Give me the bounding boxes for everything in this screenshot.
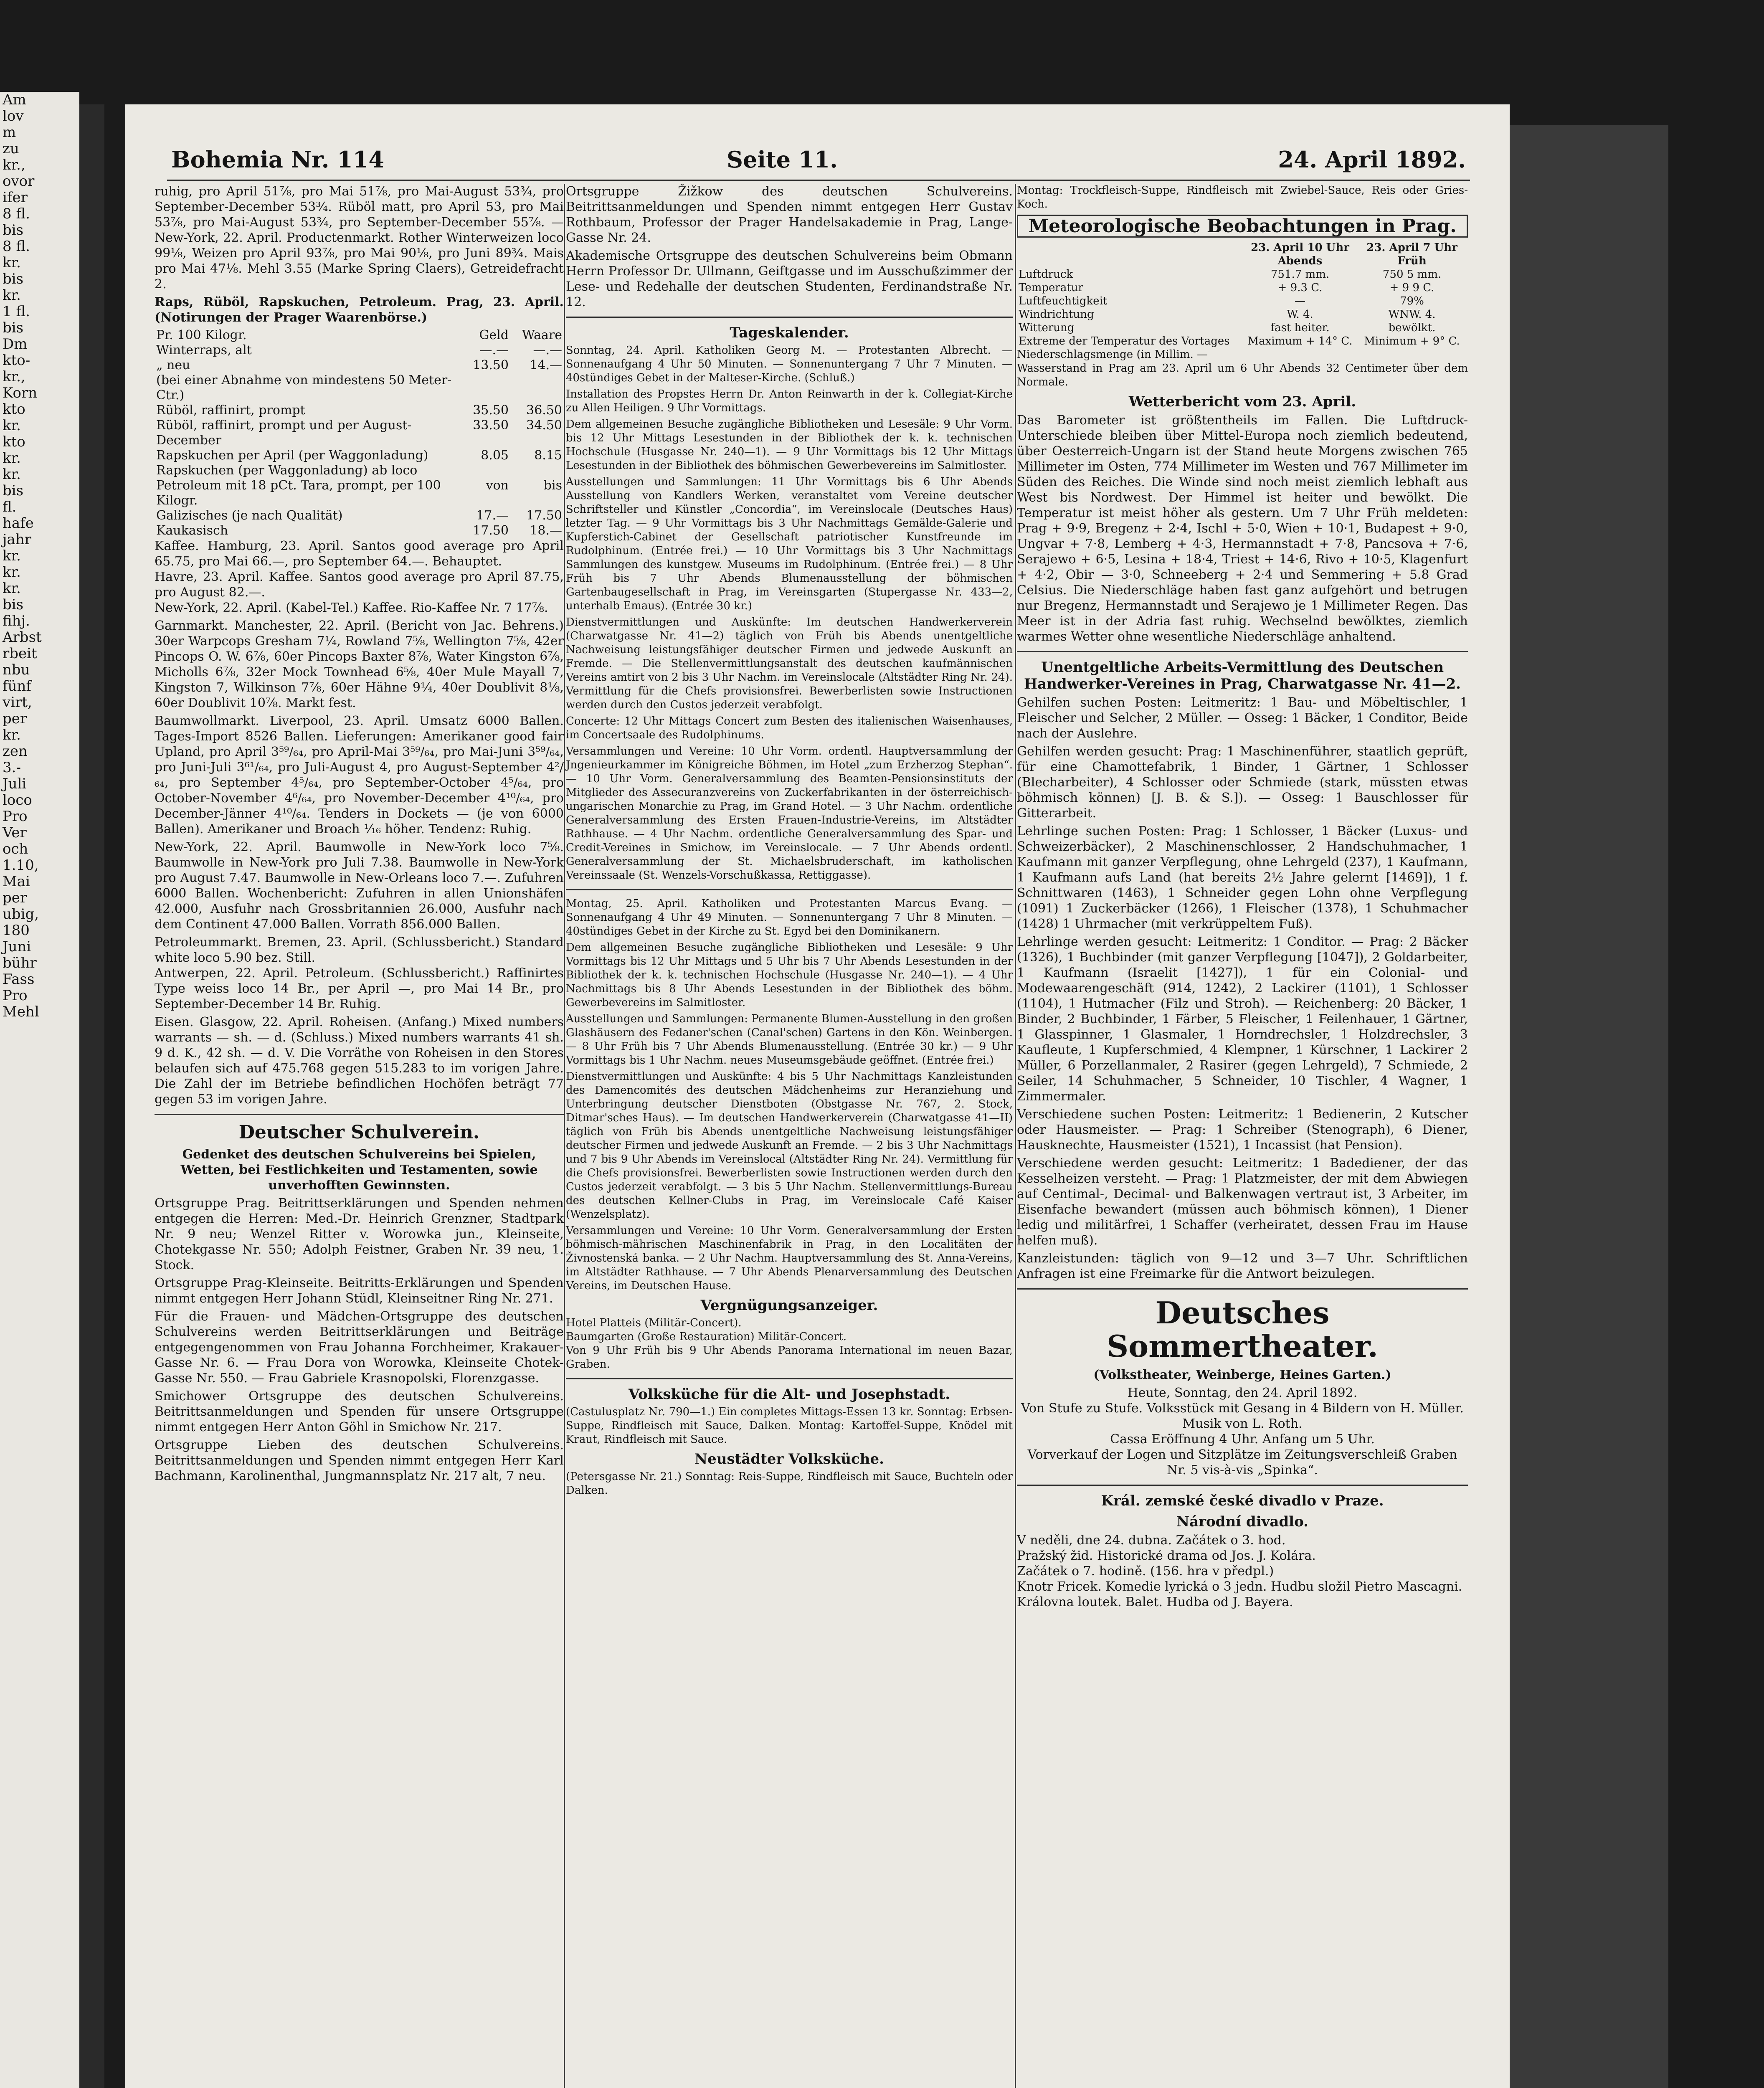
price-geld	[457, 463, 510, 478]
adjacent-page-fragment: kr.	[3, 580, 21, 597]
adjacent-page-fragment: ifer	[3, 189, 28, 206]
meteorology-notes: Niederschlagsmenge (in Millim. — Wasserstand in Prag am 23. April um 6 Uhr Abends 32 Centimeter über dem Normale.	[1017, 348, 1468, 388]
met-col-evening: 23. April 10 Uhr Abends	[1251, 241, 1349, 267]
adjacent-page-fragment: zen	[3, 743, 28, 760]
theater-program: Heute, Sonntag, den 24. April 1892. Von Stufe zu Stufe. Volksstück mit Gesang in 4 Bildern von H. Müller. Musik von L. Roth. Cassa Eröffnung 4 Uhr. Anfang um 5 Uhr. Vorverkauf der Logen und Sitzplätze im Zeitungsverschleiß Graben Nr. 5 vis-à-vis „Spinka“.	[1021, 1386, 1464, 1477]
adjacent-page-fragment: och	[3, 841, 28, 857]
meteorology-title: Meteorologische Beobachtungen in Prag.	[1017, 215, 1468, 238]
adjacent-page-fragment: Mehl	[3, 1003, 39, 1020]
adjacent-page-fragment: kr.	[3, 466, 21, 483]
adjacent-page-fragment: kr.,	[3, 157, 25, 173]
met-label: Luftdruck	[1019, 268, 1073, 281]
met-a: W. 4.	[1287, 308, 1313, 321]
adjacent-page-fragment: virt,	[3, 694, 32, 711]
price-row	[155, 463, 564, 478]
met-b: Minimum + 9° C.	[1364, 335, 1460, 347]
price-waare	[510, 373, 564, 403]
adjacent-page-fragment: Pro	[3, 808, 28, 825]
adjacent-page-fragment: kr.,	[3, 368, 25, 385]
czech-theater-program: V neděli, dne 24. dubna. Začátek o 3. hod. Pražský žid. Historické drama od Jos. J. Kolára. Začátek o 7. hodině. (156. hra v předpl.) Knotr Fricek. Komedie lyrická o 3 jedn. Hudbu složil Pietro Mascagni. Královna loutek. Balet. Hudba od J. Bayera.	[1017, 1533, 1462, 1609]
neustadt-kueche-title: Neustädter Volksküche.	[694, 1451, 884, 1467]
price-waare: —.—	[533, 343, 562, 357]
adjacent-page-fragment: bis	[3, 222, 24, 238]
theater-title: Deutsches Sommertheater.	[1107, 1295, 1378, 1364]
price-label: Petroleum mit 18 pCt. Tara, prompt, per 100 Kilogr.	[156, 478, 441, 508]
ortsgruppe-notices	[566, 184, 1013, 310]
adjacent-page-fragment: bühr	[3, 955, 37, 971]
column-rule-1	[564, 184, 565, 2088]
theater-subtitle: (Volkstheater, Weinberge, Heines Garten.)	[1093, 1368, 1391, 1382]
column-rule-2	[1015, 184, 1016, 2088]
section-rule	[1017, 1288, 1468, 1290]
schulverein-notice: Smichower Ortsgruppe des deutschen Schulvereins. Beitrittsanmeldungen und Spenden für unsere Ortsgruppe nimmt entgegen Herr Anton Göhl in Smichow Nr. 217.	[155, 1389, 564, 1434]
price-unit: Pr. 100 Kilogr.	[156, 328, 247, 342]
adjacent-page-fragment: Mai	[3, 873, 30, 890]
adjacent-page-fragment: 8 fl.	[3, 205, 30, 222]
adjacent-page-fragment: bis	[3, 271, 24, 287]
arbeit-title: Unentgeltliche Arbeits-Vermittlung des Deutschen Handwerker-Vereines in Prag, Charwatgasse Nr. 41—2.	[1024, 659, 1461, 692]
price-row	[155, 448, 564, 463]
adjacent-page-fragment: Ver	[3, 824, 27, 841]
volkskueche-menu: (Castulusplatz Nr. 790—1.) Ein completes Mittags-Essen 13 kr. Sonntag: Erbsen-Suppe, Rindfleisch mit Sauce, Dalken. Montag: Kartoffel-Suppe, Knödel mit Kraut, Rindfleisch mit Sauce.	[566, 1406, 1013, 1446]
adjacent-page-fragment: hafe	[3, 515, 34, 532]
price-row	[155, 418, 564, 448]
price-geld: 13.50	[473, 358, 509, 372]
adjacent-page-fragment: nbu	[3, 661, 30, 678]
price-label: Rapskuchen (per Waggonladung) ab loco	[156, 463, 418, 478]
calendar-entry: Montag, 25. April. Katholiken und Protestanten Marcus Evang. — Sonnenaufgang 4 Uhr 49 Minuten. — Sonnenuntergang 7 Uhr 8 Minuten. — 40stündiges Gebet in der Kirche zu St. Egyd bei den Dominikanern.	[566, 897, 1013, 938]
montag-calendar	[566, 897, 1013, 1293]
book-gutter	[79, 104, 104, 2088]
adjacent-page-fragment: kr.	[3, 287, 21, 304]
met-label: Witterung	[1019, 322, 1075, 334]
adjacent-page-fragment: 8 fl.	[3, 238, 30, 255]
section-rule	[1017, 651, 1468, 652]
met-b: + 9 9 C.	[1389, 281, 1435, 294]
meteorology-row	[1017, 268, 1468, 281]
adjacent-page-fragment: bis	[3, 596, 24, 613]
adjacent-page-fragment: kto-	[3, 352, 30, 369]
volkskueche-title: Volksküche für die Alt- und Josephstadt.	[628, 1386, 950, 1403]
adjacent-page-fragment: kr.	[3, 547, 21, 564]
adjacent-page-fragment: kr.	[3, 727, 21, 743]
adjacent-page-fragment: 1.10,	[3, 857, 39, 874]
price-geld: von	[486, 478, 509, 493]
arbeit-entry: Gehilfen werden gesucht: Prag: 1 Maschinenführer, staatlich geprüft, für eine Chamottefabrik, 1 Binder, 1 Gärtner, 1 Schlosser (Blecharbeiter), 4 Schlosser oder Schmiede (stark, müssten etwas böhmisch können) [J. B. & S.]). — Osseg: 1 Bauschlosser für Gitterarbeit.	[1017, 744, 1468, 821]
price-row	[155, 523, 564, 538]
adjacent-page-fragment: kr.	[3, 417, 21, 434]
price-row	[155, 358, 564, 373]
section-rule	[566, 1378, 1013, 1379]
meteorology-row	[1017, 321, 1468, 334]
price-table-header	[155, 328, 564, 343]
met-a: fast heiter.	[1270, 322, 1330, 334]
adjacent-page-fragment: kr.	[3, 450, 21, 466]
meteorology-row	[1017, 281, 1468, 294]
calendar-entry: Ausstellungen und Sammlungen: Permanente Blumen-Ausstellung in den großen Glashäusern des Fedaner'schen (Canal'schen) Gartens in den Kön. Weinbergen. — 8 Uhr Früh bis 7 Uhr Abends Blumenausstellung. (Entrée 30 kr.) — 9 Uhr Vormittags bis 1 Uhr Nachm. neues Museumsgebäude geöffnet. (Entrée frei.)	[566, 1013, 1013, 1067]
price-geld: 17.—	[476, 508, 509, 523]
adjacent-page-fragment: rbeit	[3, 645, 37, 662]
adjacent-page-fragment: Am	[3, 92, 26, 108]
price-table	[155, 328, 564, 538]
adjacent-page-fragment: Arbst	[3, 629, 42, 646]
price-label: Kaukasisch	[156, 523, 228, 538]
price-geld: 35.50	[473, 403, 509, 418]
vergnuegung-title: Vergnügungsanzeiger.	[700, 1297, 878, 1314]
wetter-report: Das Barometer ist größtentheils im Fallen. Die Luftdruck-Unterschiede bleiben über Mittel-Europa noch ziemlich bedeutend, über Oesterreich-Ungarn ist der Stand heute Morgens zwischen 765 Millimeter im Osten, 774 Millimeter im Westen und 767 Millimeter im Süden des Reiches. Die Winde sind noch meist ziemlich lebhaft aus West bis Nordwest. Der Himmel ist heiter und bewölkt. Die Temperatur ist meist höher als gestern. Um 7 Uhr Früh meldeten: Prag + 9·9, Bregenz + 2·4, Ischl + 5·0, Wien + 10·1, Budapest + 9·0, Ungvar + 7·8, Lemberg + 4·3, Hermannstadt + 7·8, Pancsova + 7·6, Serajewo + 6·5, Lesina + 18·4, Triest + 14·6, Rivo + 10·5, Klagenfurt + 4·2, Obir — 3·0, Schneeberg + 2·4 und Semmering + 5.8 Grad Celsius. Die Niederschläge haben fast ganz aufgehört und betrugen nur Bregenz, Hermannstadt und Serajewo je 1 Millimeter Regen. Das Meer ist in der Adria fast ruhig. Wechselnd bewölktes, ziemlich warmes Wetter ohne wesentliche Niederschläge anhaltend.	[1017, 413, 1468, 644]
header-left: Bohemia Nr. 114	[171, 146, 384, 173]
price-waare	[510, 463, 564, 478]
page-header	[171, 146, 1466, 175]
price-row	[155, 403, 564, 418]
section-rule	[566, 889, 1013, 890]
kaffee-report: Kaffee. Hamburg, 23. April. Santos good average pro April 65.75, pro Mai 66.—, pro September 64.—. Behauptet. Havre, 23. April. Kaffee. Santos good average pro April 87.75, pro August 82.—. New-York, 22. April. (Kabel-Tel.) Kaffee. Rio-Kaffee Nr. 7 17⅞.	[155, 539, 564, 615]
calendar-entry: Dienstvermittlungen und Auskünfte: 4 bis 5 Uhr Nachmittags Kanzleistunden des Damencomités des deutschen Mädchenheims zur Heranziehung und Unterbringung deutscher Dienstboten (Obstgasse Nr. 767, 2. Stock, Ditmar'sches Haus). — Im deutschen Handwerkerverein (Charwatgasse 41—II) täglich von Früh bis Abends unentgeltliche Nachweisung leistungsfähiger deutscher Firmen und jedwede Auskunft an Fremde. — 2 bis 3 Uhr Nachmittags und 7 bis 9 Uhr Abends im Vereinslocal (Altstädter Ring Nr. 24). Vermittlung für die Chefs provisionsfrei. Bewerberlisten sowie Instructionen werden durch den Custos jederzeit verabfolgt. — 3 bis 5 Uhr Nachm. Stellenvermittlungs-Bureau des deutschen Kellner-Clubs in Prag, im Vereinslocale Café Kaiser (Wenzelsplatz).	[566, 1070, 1013, 1221]
met-b: WNW. 4.	[1388, 308, 1436, 321]
price-label: Rüböl, raffinirt, prompt und per August-December	[156, 418, 412, 448]
schulverein-title: Deutscher Schulverein.	[238, 1122, 480, 1143]
sonntag-calendar	[566, 344, 1013, 882]
raps-heading: Raps, Rüböl, Rapskuchen, Petroleum. Prag, 23. April. (Notirungen der Prager Waarenbörse.)	[155, 295, 564, 325]
price-waare: bis	[543, 478, 562, 493]
met-label: Temperatur	[1019, 281, 1083, 294]
neustadt-kueche-menu: (Petersgasse Nr. 21.) Sonntag: Reis-Suppe, Rindfleisch mit Sauce, Buchteln oder Dalken.	[566, 1470, 1013, 1497]
adjacent-page-fragment: per	[3, 710, 27, 727]
petroleum-report: Petroleummarkt. Bremen, 23. April. (Schlussbericht.) Standard white loco 5.90 bez. Still. Antwerpen, 22. April. Petroleum. (Schlussbericht.) Raffinirtes Type weiss loco 14 Br., per April —, pro Mai 14 Br., pro September-December 14 Br. Ruhig.	[155, 935, 564, 1011]
arbeit-entry: Lehrlinge suchen Posten: Prag: 1 Schlosser, 1 Bäcker (Luxus- und Schweizerbäcker), 2 Maschinenschlosser, 2 Handschuhmacher, 1 Kaufmann mit ganzer Verpflegung, ohne Lehrgeld (237), 1 Kaufmann, 1 Kaufmann aufs Land (hat bereits 2½ Jahre gelernt [1469]), 1 f. Schnittwaren (1463), 1 Schneider gegen Lohn ohne Verpflegung (1091) 1 Zuckerbäcker (1266), 1 Fleischer (1378), 1 Schuhmacher (1428) 1 Uhrmacher (mit verkrüppeltem Fuß).	[1017, 824, 1468, 931]
price-waare: 18.—	[530, 523, 562, 538]
schulverein-notice: Ortsgruppe Prag-Kleinseite. Beitritts-Erklärungen und Spenden nimmt entgegen Herr Johann Stüdl, Kleinseitner Ring Nr. 271.	[155, 1276, 564, 1306]
montag-menu: Montag: Trockfleisch-Suppe, Rindfleisch mit Zwiebel-Sauce, Reis oder Gries-Koch.	[1017, 184, 1468, 210]
section-rule	[1017, 1485, 1468, 1486]
adjacent-page-fragment: fl.	[3, 499, 17, 515]
price-col-geld: Geld	[479, 328, 509, 342]
arbeit-listings	[1017, 695, 1468, 1282]
tageskalender-title: Tageskalender.	[730, 324, 849, 341]
adjacent-page-fragment: Juli	[3, 775, 27, 792]
adjacent-page-fragment: 180	[3, 922, 30, 939]
price-geld	[457, 373, 510, 403]
adjacent-page-fragment: bis	[3, 319, 24, 336]
meteorology-row	[1017, 334, 1468, 348]
adjacent-page-fragment: bis	[3, 482, 24, 499]
adjacent-page-fragment: per	[3, 889, 27, 906]
adjacent-page-fragment: zu	[3, 140, 19, 157]
met-b: 79%	[1400, 295, 1424, 307]
adjacent-page-fragment: m	[3, 124, 16, 141]
price-waare: 8.15	[534, 448, 562, 463]
price-row	[155, 508, 564, 523]
adjacent-page-fragment: jahr	[3, 531, 31, 548]
met-a: —	[1295, 295, 1305, 307]
met-a: 751.7 mm.	[1270, 268, 1330, 281]
column-2	[566, 184, 1013, 1500]
arbeit-entry: Gehilfen suchen Posten: Leitmeritz: 1 Bau- und Möbeltischler, 1 Fleischer und Selcher, 2 Müller. — Osseg: 1 Bäcker, 1 Conditor, Beide nach der Auslehre.	[1017, 695, 1468, 741]
arbeit-entry: Lehrlinge werden gesucht: Leitmeritz: 1 Conditor. — Prag: 2 Bäcker (1326), 1 Buchbinder (mit ganzer Verpflegung [1047]), 2 Goldarbeiter, 1 Kaufmann (Israelit [1427]), 1 für ein Colonial- und Modewaarengeschäft (914, 1242), 2 Lackirer (1101), 1 Schlosser (1104), 1 Hutmacher (Filz und Stroh). — Reichenberg: 20 Bäcker, 1 Binder, 2 Buchbinder, 1 Färber, 5 Fleischer, 1 Feilenhauer, 1 Gärtner, 1 Glasspinner, 1 Glasmaler, 1 Horndrechsler, 1 Holzdrechsler, 3 Kaufleute, 1 Kupferschmied, 4 Klempner, 1 Kürschner, 1 Lackirer 2 Müller, 6 Porzellanmaler, 2 Rasirer (gegen Lehrgeld), 7 Schmiede, 2 Seiler, 14 Schuhmacher, 5 Schneider, 10 Tischler, 4 Wagner, 1 Zimmermaler.	[1017, 935, 1468, 1104]
schulverein-notices	[155, 1196, 564, 1484]
met-label: Luftfeuchtigkeit	[1019, 295, 1108, 307]
adjacent-page-fragment: lov	[3, 108, 24, 124]
adjacent-page-fragment: Dm	[3, 336, 28, 352]
adjacent-page-fragment: loco	[3, 792, 32, 808]
header-page-number: Seite 11.	[727, 146, 838, 173]
price-geld: 17.50	[473, 523, 509, 538]
newyork-baumwolle-report: New-York, 22. April. Baumwolle in New-York loco 7⅝. Baumwolle in New-York pro Juli 7.38. Baumwolle in New-York pro August 7.47. Baumwolle in New-Orleans loco 7.—. Zufuhren 6000 Ballen. Wochenbericht: Zufuhren in allen Unionshäfen 42.000, Ausfuhr nach Grossbritannien 26.000, Ausfuhr nach dem Continent 47.000 Ballen. Vorrath 856.000 Ballen.	[155, 840, 564, 932]
vergnuegung-list: Hotel Platteis (Militär-Concert). Baumgarten (Große Restauration) Militär-Concert. Von 9 Uhr Früh bis 9 Uhr Abends Panorama International im neuen Bazar, Graben.	[566, 1317, 1013, 1371]
price-waare: 36.50	[526, 403, 562, 418]
price-row	[155, 478, 564, 508]
calendar-entry: Sonntag, 24. April. Katholiken Georg M. — Protestanten Albrecht. — Sonnenaufgang 4 Uhr 50 Minuten. — Sonnenuntergang 7 Uhr 7 Minuten. — 40stündiges Gebet in der Malteser-Kirche. (Schluß.)	[566, 344, 1013, 384]
price-label: Rapskuchen per April (per Waggonladung)	[156, 448, 428, 463]
met-b: 750 5 mm.	[1382, 268, 1442, 281]
market-report-top: ruhig, pro April 51⅞, pro Mai 51⅞, pro Mai-August 53¾, pro September-December 53¾. Rüböl matt, pro April 53, pro Mai 53⅞, pro Mai-August 53¾, pro September-December 55⅞. — New-York, 22. April. Productenmarkt. Rother Winterweizen loco 99⅛, Weizen pro April 93⅞, pro Mai 90⅛, pro Juni 89¾. Mais pro Mai 47⅛. Mehl 3.55 (Marke Spring Claers), Getreidefracht 2.	[155, 184, 564, 291]
calendar-entry: Ausstellungen und Sammlungen: 11 Uhr Vormittags bis 6 Uhr Abends Ausstellung von Kandlers Werken, veranstaltet vom Vereine deutscher Schriftsteller und Künstler „Concordia“, im Vereinslocale (Deutsches Haus) letzter Tag. — 9 Uhr Vormittags bis 3 Uhr Nachmittags Gemälde-Galerie und Kupferstich-Cabinet der Gesellschaft patriotischer Kunstfreunde im Rudolphinum. (Entrée frei.) — 10 Uhr Vormittags bis 3 Uhr Nachmittags Sammlungen des kunstgew. Museums im Rudolphinum. (Entrée frei.) — 8 Uhr Früh bis 7 Uhr Abends Blumenausstellung der böhmischen Gartenbaugesellschaft in Prag, im Vereinsgarten (Stupergasse Nr. 433—2, unterhalb Emaus). (Entrée 30 kr.)	[566, 476, 1013, 612]
adjacent-page-fragment: fünf	[3, 678, 31, 694]
meteorology-header	[1017, 241, 1468, 268]
czech-theater-subtitle: Národní divadlo.	[1176, 1513, 1309, 1530]
adjacent-page-fragment: kto	[3, 401, 25, 418]
garnmarkt-report: Garnmarkt. Manchester, 22. April. (Bericht von Jac. Behrens.) 30er Warpcops Gresham 7¼, Rowland 7⅝, Wellington 7⅝, 42er Pincops O. W. 6⅞, 60er Pincops Baxter 8⅞, Water Kingston 6⅞, Micholls 6⅞, 32er Mock Townhead 6⅝, 40er Mule Mayall 7, Kingston 7, Wilkinson 7⅞, 60er Hähne 9¼, 40er Doublivit 8⅛, 60er Doublivit 10⅞. Markt fest.	[155, 618, 564, 710]
calendar-entry: Dem allgemeinen Besuche zugängliche Bibliotheken und Lesesäle: 9 Uhr Vormittags bis 12 Uhr Mittags und 5 Uhr bis 7 Uhr Abends Lesestunden in der Bibliothek der k. k. technischen Hochschule (Husgasse Nr. 240—1). — 4 Uhr Nachmittags bis 8 Uhr Abends Lesestunden in der Bibliothek des böhm. Gewerbevereins im Salmitloster.	[566, 941, 1013, 1009]
met-label: Extreme der Temperatur des Vortages	[1019, 335, 1230, 347]
calendar-entry: Versammlungen und Vereine: 10 Uhr Vorm. ordentl. Hauptversammlung der Jngenieurkammer im Königreiche Böhmen, im Hotel „zum Erzherzog Stephan“. — 10 Uhr Vorm. Generalversammlung des Beamten-Pensionsinstituts der Mitglieder des Assecuranzvereins von Zuckerfabrikanten in der österreichisch-ungarischen Monarchie zu Prag, im Grand Hotel. — 3 Uhr Nachm. ordentliche Generalversammlung des Ersten Frauen-Industrie-Vereins, im Altstädter Rathhause. — 4 Uhr Nachm. ordentliche Generalversammlung des Spar- und Credit-Vereines in Smichow, im Vereinslocale. — 7 Uhr Abends ordentl. Generalversammlung der St. Michaelsbruderschaft, im katholischen Vereinssaale (St. Wenzels-Vorschußkassa, Rettiggasse).	[566, 745, 1013, 882]
calendar-entry: Dem allgemeinen Besuche zugängliche Bibliotheken und Lesesäle: 9 Uhr Vorm. bis 12 Uhr Mittags Lesestunden in der Bibliothek der k. k. technischen Hochschule (Husgasse Nr. 240—1). — 9 Uhr Vormittags bis 12 Uhr Mittags Lesestunden in der Bibliothek des böhmischen Gewerbevereins im Salmitloster.	[566, 418, 1013, 472]
ortsgruppe-notice: Ortsgruppe Žižkow des deutschen Schulvereins. Beitrittsanmeldungen und Spenden nimmt entgegen Herr Gustav Rothbaum, Professor der Prager Handelsakademie in Prag, Lange-Gasse Nr. 24.	[566, 184, 1013, 245]
schulverein-subtitle: Gedenket des deutschen Schulvereins bei Spielen, Wetten, bei Festlichkeiten und Testamenten, sowie unverhofften Gewinnsten.	[180, 1147, 538, 1193]
price-row	[155, 373, 564, 403]
arbeit-entry: Kanzleistunden: täglich von 9—12 und 3—7 Uhr. Schriftlichen Anfragen ist eine Freimarke für die Antwort beizulegen.	[1017, 1251, 1468, 1281]
adjacent-page-strip	[0, 92, 79, 2088]
adjacent-page-fragment: kto	[3, 433, 25, 450]
met-col-morning: 23. April 7 Uhr Früh	[1366, 241, 1457, 267]
scan-background	[1510, 125, 1668, 2088]
price-label: (bei einer Abnahme von mindestens 50 Meter-Ctr.)	[156, 373, 452, 403]
price-waare: 34.50	[526, 418, 562, 433]
price-waare: 17.50	[526, 508, 562, 523]
adjacent-page-fragment: 1 fl.	[3, 303, 30, 320]
arbeit-entry: Verschiedene werden gesucht: Leitmeritz: 1 Badediener, der das Kesselheizen versteht. — Prag: 1 Platzmeister, der mit dem Abwiegen auf Centimal-, Decimal- und Balkenwagen vertraut ist, 3 Arbeiter, im Eisenfache bewandert (müssen auch böhmisch können), 1 Diener ledig und militärfrei, 1 Schaffer (verheiratet, dessen Frau im Hause helfen muß).	[1017, 1156, 1468, 1248]
price-geld: 33.50	[473, 418, 509, 433]
adjacent-page-fragment: Juni	[3, 938, 31, 955]
column-1	[155, 184, 564, 1486]
calendar-entry: Dienstvermittlungen und Auskünfte: Im deutschen Handwerkerverein (Charwatgasse Nr. 41—2) täglich von Früh bis Abends unentgeltliche Nachweisung leistungsfähiger deutscher Firmen und jedwede Auskunft an Fremde. — Die Stellenvermittlungsanstalt des deutschen kaufmännischen Vereins amtirt von 2 bis 3 Uhr Nachm. im Vereinslocale (Altstädter Ring Nr. 24). Vermittlung für die Chefs provisionsfrei. Bewerberlisten sowie Instructionen werden durch den Custos jederzeit verabfolgt.	[566, 616, 1013, 711]
ortsgruppe-notice: Akademische Ortsgruppe des deutschen Schulvereins beim Obmann Herrn Professor Dr. Ullmann, Geiftgasse und im Ausschußzimmer der Lese- und Redehalle der deutschen Studenten, Ferdinandstraße Nr. 12.	[566, 248, 1013, 309]
price-label: Winterraps, alt	[156, 343, 252, 357]
adjacent-page-fragment: fihj.	[3, 613, 30, 629]
adjacent-page-fragment: kr.	[3, 254, 21, 271]
eisen-report: Eisen. Glasgow, 22. April. Roheisen. (Anfang.) Mixed numbers warrants — sh. — d. (Schluss.) Mixed numbers warrants 41 sh. 9 d. K., 42 sh. — d. V. Die Vorräthe von Roheisen in den Stores belaufen sich auf 475.768 gegen 515.283 to im vorigen Jahre. Die Zahl der im Betriebe befindlichen Hochöfen beträgt 77 gegen 53 im vorigen Jahre.	[155, 1015, 564, 1107]
wetter-title: Wetterbericht vom 23. April.	[1128, 393, 1356, 410]
adjacent-page-fragment: Pro	[3, 987, 28, 1004]
price-row	[155, 343, 564, 358]
price-geld: 8.05	[481, 448, 509, 463]
header-date: 24. April 1892.	[1278, 146, 1466, 173]
newspaper-page	[125, 104, 1510, 2088]
arbeit-entry: Verschiedene suchen Posten: Leitmeritz: 1 Bedienerin, 2 Kutscher oder Hausmeister. — Prag: 1 Schreiber (Stenograph), 6 Diener, Hausknechte, Hausmeister (1521), 1 Incassist (hat Pension).	[1017, 1107, 1468, 1153]
met-label: Windrichtung	[1019, 308, 1094, 321]
schulverein-notice: Für die Frauen- und Mädchen-Ortsgruppe des deutschen Schulvereins werden Beitrittserklärungen und Beiträge entgegengenommen von Frau Johanna Forchheimer, Krakauer-Gasse Nr. 6. — Frau Dora von Worowka, Kleinseite Chotek-Gasse Nr. 550. — Frau Gabriele Krasnopolski, Florenzgasse.	[155, 1309, 564, 1386]
price-geld: —.—	[479, 343, 509, 357]
calendar-entry: Installation des Propstes Herrn Dr. Anton Reinwarth in der k. Collegiat-Kirche zu Allen Heiligen. 9 Uhr Vormittags.	[566, 388, 1013, 414]
baumwolle-report: Baumwollmarkt. Liverpool, 23. April. Umsatz 6000 Ballen. Tages-Import 8526 Ballen. Lieferungen: Amerikaner good fair Upland, pro April 3⁵⁹/₆₄, pro April-Mai 3⁵⁹/₆₄, pro Mai-Juni 3⁵⁹/₆₄, pro Juni-Juli 3⁶¹/₆₄, pro Juli-August 4, pro August-September 4²/₆₄, pro September 4⁵/₆₄, pro September-October 4⁵/₆₄, pro October-November 4⁶/₆₄, pro November-December 4¹⁰/₆₄, pro December-Jänner 4¹⁰/₆₄. Tenders in Dockets — (je von 6000 Ballen). Amerikaner und Broach ⅟₁₆ höher. Tendenz: Ruhig.	[155, 714, 564, 836]
adjacent-page-fragment: ubig,	[3, 906, 39, 922]
met-a: + 9.3 C.	[1277, 281, 1323, 294]
price-col-waare: Waare	[522, 328, 562, 342]
adjacent-page-fragment: kr.	[3, 564, 21, 580]
section-rule	[566, 317, 1013, 318]
price-label: Galizisches (je nach Qualität)	[156, 508, 343, 523]
calendar-entry: Concerte: 12 Uhr Mittags Concert zum Besten des italienischen Waisenhauses, im Concertsaale des Rudolphinums.	[566, 715, 1013, 741]
met-b: bewölkt.	[1388, 322, 1436, 334]
section-rule	[155, 1114, 564, 1115]
adjacent-page-fragment: Korn	[3, 385, 38, 401]
price-label: Rüböl, raffinirt, prompt	[156, 403, 305, 418]
adjacent-page-fragment: 3.-	[3, 759, 21, 776]
schulverein-notice: Ortsgruppe Prag. Beitrittserklärungen und Spenden nehmen entgegen die Herren: Med.-Dr. Heinrich Grenzner, Stadtpark Nr. 9 neu; Wenzel Ritter v. Worowka jun., Kleinseite, Chotekgasse Nr. 550; Adolph Feistner, Graben Nr. 39 neu, 1. Stock.	[155, 1196, 564, 1272]
met-a: Maximum + 14° C.	[1247, 335, 1353, 347]
column-3	[1017, 184, 1468, 1612]
meteorology-row	[1017, 294, 1468, 308]
calendar-entry: Versammlungen und Vereine: 10 Uhr Vorm. Generalversammlung der Ersten böhmisch-mährischen Maschinenfabrik in Prag, in den Localitäten der Živnostenská banka. — 2 Uhr Nachm. Hauptversammlung des St. Anna-Vereins, im Altstädter Rathhause. — 7 Uhr Abends Plenarversammlung des Deutschen Vereins, im Deutschen Hause.	[566, 1224, 1013, 1292]
adjacent-page-fragment: ovor	[3, 173, 35, 190]
czech-theater-title: Král. zemské české divadlo v Praze.	[1101, 1493, 1384, 1509]
meteorology-row	[1017, 308, 1468, 321]
adjacent-page-fragment: Fass	[3, 971, 35, 988]
meteorology-table	[1017, 241, 1468, 348]
header-rule	[167, 180, 1470, 181]
price-label: „ neu	[156, 358, 190, 372]
price-waare: 14.—	[530, 358, 562, 372]
schulverein-notice: Ortsgruppe Lieben des deutschen Schulvereins. Beitrittsanmeldungen und Spenden nimmt entgegen Herr Karl Bachmann, Karolinenthal, Jungmannsplatz Nr. 217 alt, 7 neu.	[155, 1438, 564, 1483]
